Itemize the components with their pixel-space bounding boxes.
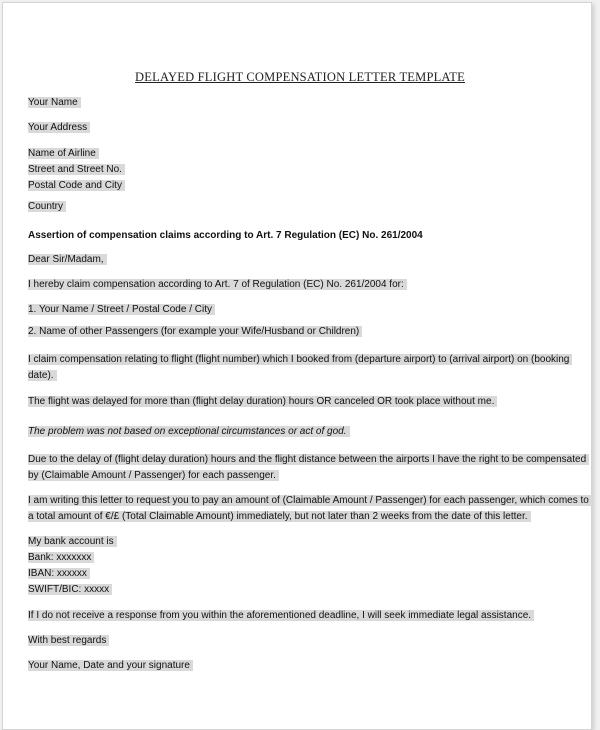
recipient-city: Postal Code and City xyxy=(28,178,125,194)
recipient-street: Street and Street No. xyxy=(28,162,125,178)
recipient-airline: Name of Airline xyxy=(28,146,99,162)
bank-heading: My bank account is xyxy=(28,534,117,550)
bank-swift: SWIFT/BIC: xxxxx xyxy=(28,582,112,598)
claim-item: 2. Name of other Passengers (for example your Wife/Husband or Children) xyxy=(28,324,362,340)
recipient-country: Country xyxy=(28,199,66,215)
paragraph-request: a total amount of €/£ (Total Claimable Amount) immediately, but not later than 2 weeks from the date of this letter. xyxy=(28,509,531,525)
letter-subject: Assertion of compensation claims according to Art. 7 Regulation (EC) No. 261/2004 xyxy=(28,230,423,241)
salutation: Dear Sir/Madam, xyxy=(28,252,107,268)
claim-item: 1. Your Name / Street / Postal Code / City xyxy=(28,302,215,318)
bank-name: Bank: xxxxxxx xyxy=(28,550,94,566)
sender-address: Your Address xyxy=(28,120,90,136)
paragraph-deadline: If I do not receive a response from you within the aforementioned deadline, I will seek immediate legal assistance. xyxy=(28,608,534,624)
paragraph-circumstances: The problem was not based on exceptional circumstances or act of god. xyxy=(28,424,350,440)
closing: With best regards xyxy=(28,633,109,649)
paragraph-delay: The flight was delayed for more than (flight delay duration) hours OR canceled OR took place without me. xyxy=(28,394,497,410)
paragraph-request: I am writing this letter to request you to pay an amount of (Claimable Amount / Passenger) for each passenger, which comes to xyxy=(28,493,592,509)
signature-line: Your Name, Date and your signature xyxy=(28,658,193,674)
sender-name: Your Name xyxy=(28,95,81,111)
letter-title: DELAYED FLIGHT COMPENSATION LETTER TEMPLATE xyxy=(135,70,465,84)
bank-iban: IBAN: xxxxxx xyxy=(28,566,90,582)
paragraph-right: by (Claimable Amount / Passenger) for each passenger. xyxy=(28,468,279,484)
paragraph-flight: I claim compensation relating to flight (flight number) which I booked from (departure airport) to (arrival airport) on (booking xyxy=(28,352,572,368)
paragraph-right: Due to the delay of (flight delay duration) hours and the flight distance between the airports I have the right to be compensated xyxy=(28,452,589,468)
intro-line: I hereby claim compensation according to Art. 7 of Regulation (EC) No. 261/2004 for: xyxy=(28,277,407,293)
paragraph-flight: date). xyxy=(28,368,57,384)
